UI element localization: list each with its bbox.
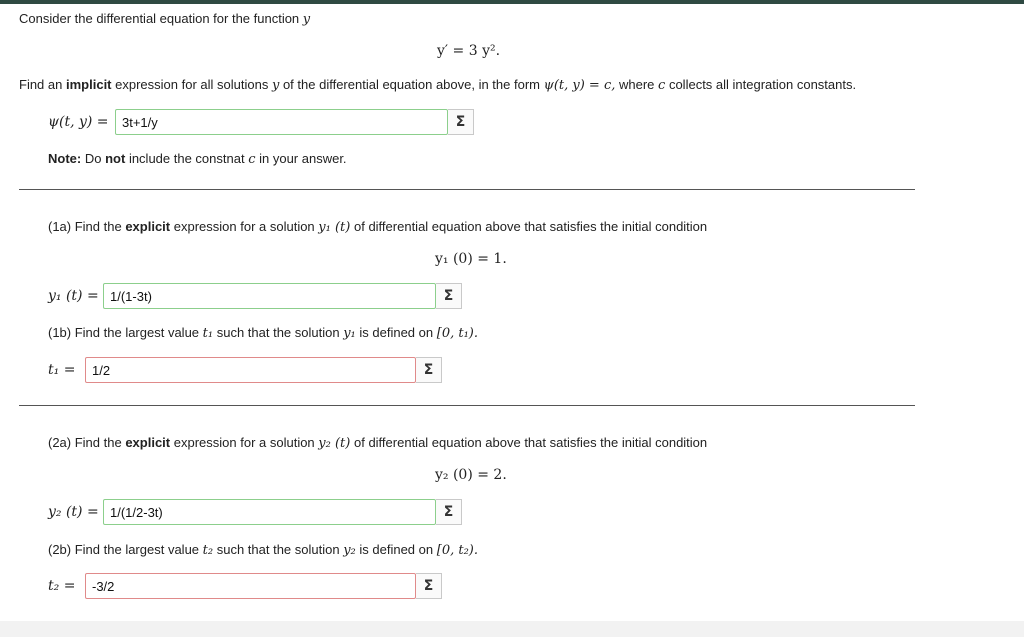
note-text: Note: Do not include the constnat c in your answer. [48, 151, 347, 167]
q1a-initial-condition: y₁ (0) = 1. [435, 251, 507, 267]
top-bar [0, 0, 1024, 4]
q1b-label: t₁ = [48, 362, 76, 378]
q1b-text: (1b) Find the largest value t₁ such that the solution y₁ is defined on [0, t₁). [48, 325, 478, 341]
q1a-answer-input[interactable] [103, 283, 436, 309]
divider [19, 189, 915, 190]
q1a-label: y₁ (t) = [48, 288, 99, 304]
q2b-text: (2b) Find the largest value t₂ such that the solution y₂ is defined on [0, t₂). [48, 542, 478, 558]
q2b-answer-input[interactable] [85, 573, 416, 599]
find-implicit-text: Find an implicit expression for all solutions y of the differential equation above, in the form ψ(t, y) = c, where c collects all integration constants. [19, 77, 857, 93]
intro-text: Consider the differential equation for the function y [19, 11, 311, 27]
psi-sigma-button[interactable]: Σ [448, 109, 474, 135]
q1a-sigma-button[interactable]: Σ [436, 283, 462, 309]
ode-equation: y′ = 3 y². [437, 43, 501, 59]
q2a-initial-condition: y₂ (0) = 2. [435, 467, 507, 483]
psi-label: ψ(t, y) = [48, 114, 109, 130]
divider [19, 405, 915, 406]
bottom-strip [0, 621, 1024, 637]
q1b-answer-input[interactable] [85, 357, 416, 383]
q2a-answer-input[interactable] [103, 499, 436, 525]
q2a-text: (2a) Find the explicit expression for a solution y₂ (t) of differential equation above that satisfies the initial condition [48, 435, 708, 451]
q2b-label: t₂ = [48, 578, 76, 594]
q2a-sigma-button[interactable]: Σ [436, 499, 462, 525]
q2a-label: y₂ (t) = [48, 504, 99, 520]
q2b-sigma-button[interactable]: Σ [416, 573, 442, 599]
psi-answer-input[interactable] [115, 109, 448, 135]
q1a-text: (1a) Find the explicit expression for a solution y₁ (t) of differential equation above that satisfies the initial condition [48, 219, 708, 235]
q1b-sigma-button[interactable]: Σ [416, 357, 442, 383]
